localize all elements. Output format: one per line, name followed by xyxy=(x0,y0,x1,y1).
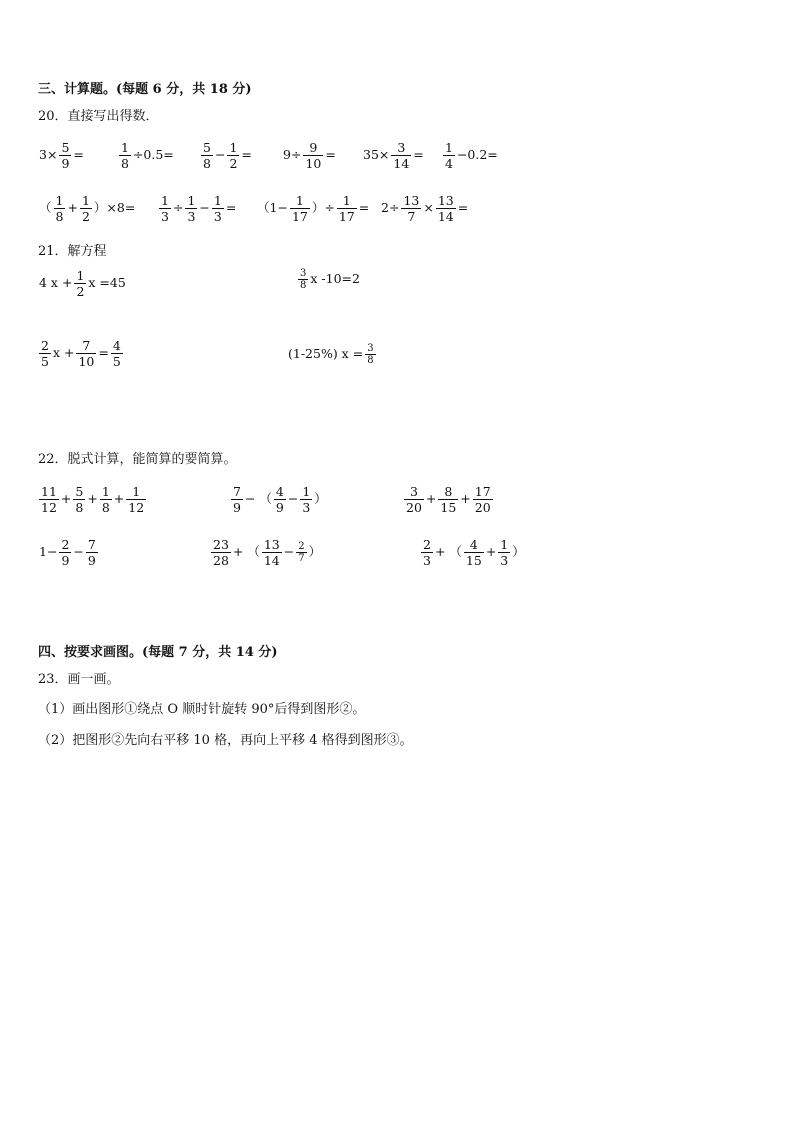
text: + xyxy=(485,544,497,560)
numerator: 1 xyxy=(342,193,351,208)
numerator: 1 xyxy=(445,140,453,155)
denominator: 10 xyxy=(305,156,322,171)
fraction xyxy=(86,537,98,568)
fraction xyxy=(443,140,455,171)
question-23: 23．画一画。 xyxy=(38,672,120,687)
numerator: 5 xyxy=(203,140,211,155)
numerator: 5 xyxy=(61,140,70,155)
text: = xyxy=(225,200,237,216)
text: x =45 xyxy=(88,275,126,291)
numerator: 1 xyxy=(161,193,169,208)
numerator: 4 xyxy=(112,338,121,353)
fraction xyxy=(274,484,286,515)
text: 35× xyxy=(363,147,390,163)
fraction xyxy=(438,484,458,515)
fraction xyxy=(227,140,239,171)
numerator: 23 xyxy=(213,537,229,552)
fraction xyxy=(76,338,96,369)
expr-b2 xyxy=(158,193,237,224)
numerator: 1 xyxy=(101,484,110,499)
denominator: 5 xyxy=(112,354,121,369)
fraction xyxy=(126,484,146,515)
numerator: 2 xyxy=(423,537,431,552)
numerator: 1 xyxy=(500,537,509,552)
numerator: 7 xyxy=(82,338,91,353)
denominator: 9 xyxy=(275,500,284,515)
denominator: 15 xyxy=(465,553,482,568)
fraction xyxy=(401,193,421,224)
denominator: 2 xyxy=(81,209,90,224)
text: ）÷ xyxy=(311,200,335,216)
fraction xyxy=(111,338,123,369)
denominator: 2 xyxy=(229,156,238,171)
denominator: 8 xyxy=(101,500,110,515)
numerator: 1 xyxy=(187,193,196,208)
numerator: 1 xyxy=(132,484,141,499)
text: = xyxy=(413,147,424,163)
text: （ xyxy=(39,200,52,216)
denominator: 3 xyxy=(161,209,169,224)
numerator: 2 xyxy=(298,541,305,552)
text: − xyxy=(283,544,295,560)
denominator: 2 xyxy=(76,284,85,299)
fraction xyxy=(231,484,243,515)
text: + xyxy=(87,491,98,507)
fraction xyxy=(59,537,71,568)
denominator: 12 xyxy=(41,500,57,515)
text: = xyxy=(241,147,252,163)
numerator: 1 xyxy=(229,140,238,155)
fraction xyxy=(296,541,306,564)
text: + xyxy=(425,491,437,507)
numerator: 13 xyxy=(437,193,454,208)
text: ÷ xyxy=(172,200,184,216)
fraction xyxy=(473,484,493,515)
text: x + xyxy=(52,345,75,361)
text: 4 x + xyxy=(39,275,73,291)
denominator: 9 xyxy=(233,500,241,515)
numerator: 13 xyxy=(403,193,420,208)
denominator: 14 xyxy=(437,209,454,224)
fraction xyxy=(39,484,59,515)
numerator: 2 xyxy=(41,338,49,353)
expr-b3 xyxy=(256,193,370,224)
denominator: 8 xyxy=(367,355,374,366)
denominator: 17 xyxy=(291,209,308,224)
expr-a2 xyxy=(118,140,175,171)
numerator: 3 xyxy=(397,140,406,155)
text: 3× xyxy=(39,147,58,163)
denominator: 7 xyxy=(298,553,305,564)
fraction xyxy=(159,193,171,224)
denominator: 8 xyxy=(300,280,307,291)
expr-a3 xyxy=(200,140,253,171)
denominator: 17 xyxy=(338,209,355,224)
text: + xyxy=(67,200,78,216)
text: = xyxy=(358,200,370,216)
fraction xyxy=(100,484,112,515)
fraction xyxy=(119,140,131,171)
denominator: 15 xyxy=(440,500,457,515)
fraction xyxy=(290,193,310,224)
denominator: 3 xyxy=(500,553,509,568)
question-23-part-2: （2）把图形②先向右平移 10 格，再向上平移 4 格得到图形③。 xyxy=(38,733,413,748)
denominator: 8 xyxy=(75,500,84,515)
numerator: 3 xyxy=(367,343,374,354)
denominator: 28 xyxy=(213,553,229,568)
fraction xyxy=(262,537,282,568)
denominator: 9 xyxy=(87,553,96,568)
equation-1 xyxy=(38,268,127,299)
text: = xyxy=(325,147,336,163)
numerator: 1 xyxy=(121,140,129,155)
calc-c2 xyxy=(230,484,328,515)
question-23-part-1: （1）画出图形①绕点 O 顺时针旋转 90°后得到图形②。 xyxy=(38,702,366,717)
text: = xyxy=(98,345,109,361)
text: ） xyxy=(308,544,322,560)
expr-a6 xyxy=(442,140,499,171)
equation-2 xyxy=(297,268,361,291)
fraction xyxy=(80,193,92,224)
fraction xyxy=(73,484,85,515)
fraction xyxy=(365,343,375,366)
equation-4 xyxy=(287,343,377,366)
text: ÷0.5= xyxy=(132,147,174,163)
text: ） xyxy=(512,544,525,560)
text: (1-25%) x = xyxy=(288,346,364,362)
denominator: 20 xyxy=(406,500,422,515)
expr-a1 xyxy=(38,140,85,171)
calc-d3 xyxy=(420,537,526,568)
text: + （ xyxy=(232,544,260,560)
text: 2÷ xyxy=(381,200,400,216)
denominator: 3 xyxy=(213,209,222,224)
denominator: 12 xyxy=(128,500,145,515)
fraction xyxy=(498,537,510,568)
fraction xyxy=(298,268,308,291)
denominator: 3 xyxy=(423,553,431,568)
numerator: 3 xyxy=(300,268,307,279)
text: （1− xyxy=(257,200,288,216)
text: − xyxy=(287,491,299,507)
section-4-title: 四、按要求画图。(每题 7 分，共 14 分) xyxy=(38,645,278,660)
text: + （ xyxy=(434,544,462,560)
numerator: 1 xyxy=(55,193,64,208)
denominator: 20 xyxy=(474,500,491,515)
numerator: 1 xyxy=(302,484,311,499)
numerator: 1 xyxy=(81,193,90,208)
fraction xyxy=(54,193,66,224)
denominator: 7 xyxy=(407,209,416,224)
fraction xyxy=(185,193,197,224)
expr-a4 xyxy=(282,140,337,171)
question-20: 20．直接写出得数． xyxy=(38,109,159,124)
fraction xyxy=(421,537,433,568)
expr-b1 xyxy=(38,193,136,224)
denominator: 3 xyxy=(302,500,311,515)
fraction xyxy=(300,484,312,515)
text: + xyxy=(113,491,125,507)
text: 9÷ xyxy=(283,147,302,163)
denominator: 10 xyxy=(78,354,95,369)
numerator: 5 xyxy=(75,484,84,499)
text: + xyxy=(460,491,471,507)
question-22: 22．脱式计算，能简算的要简算。 xyxy=(38,452,237,467)
numerator: 1 xyxy=(213,193,222,208)
text: − xyxy=(73,544,84,560)
text: − xyxy=(214,147,226,163)
text: ）×8= xyxy=(93,200,136,216)
numerator: 1 xyxy=(295,193,304,208)
expr-a5 xyxy=(362,140,425,171)
calc-d1 xyxy=(38,537,99,568)
numerator: 3 xyxy=(409,484,418,499)
fraction xyxy=(74,268,86,299)
fraction xyxy=(303,140,323,171)
text: + xyxy=(60,491,72,507)
denominator: 8 xyxy=(203,156,211,171)
text: = xyxy=(73,147,84,163)
numerator: 2 xyxy=(61,537,70,552)
expr-b4 xyxy=(380,193,469,224)
text: − xyxy=(199,200,210,216)
numerator: 1 xyxy=(76,268,85,283)
denominator: 8 xyxy=(121,156,129,171)
numerator: 9 xyxy=(309,140,318,155)
equation-3 xyxy=(38,338,124,369)
fraction xyxy=(211,537,231,568)
fraction xyxy=(404,484,424,515)
text: × xyxy=(423,200,434,216)
text: −0.2= xyxy=(456,147,498,163)
denominator: 9 xyxy=(61,156,70,171)
text: x -10=2 xyxy=(310,271,360,287)
denominator: 5 xyxy=(41,354,49,369)
numerator: 17 xyxy=(474,484,491,499)
calc-d2 xyxy=(210,537,322,568)
denominator: 4 xyxy=(445,156,453,171)
text: = xyxy=(457,200,469,216)
numerator: 7 xyxy=(233,484,241,499)
calc-c1 xyxy=(38,484,147,515)
denominator: 8 xyxy=(55,209,64,224)
numerator: 8 xyxy=(444,484,453,499)
denominator: 3 xyxy=(187,209,196,224)
fraction xyxy=(39,338,51,369)
calc-c3 xyxy=(403,484,494,515)
denominator: 14 xyxy=(393,156,410,171)
text: 1− xyxy=(39,544,58,560)
denominator: 9 xyxy=(61,553,70,568)
numerator: 4 xyxy=(275,484,284,499)
section-3-title: 三、计算题。(每题 6 分，共 18 分) xyxy=(38,82,252,97)
text: ） xyxy=(314,491,327,507)
numerator: 13 xyxy=(263,537,280,552)
fraction xyxy=(391,140,411,171)
fraction xyxy=(464,537,484,568)
question-21: 21．解方程 xyxy=(38,244,107,259)
fraction xyxy=(59,140,71,171)
numerator: 4 xyxy=(469,537,478,552)
fraction xyxy=(337,193,357,224)
denominator: 14 xyxy=(263,553,280,568)
fraction xyxy=(201,140,213,171)
fraction xyxy=(436,193,456,224)
fraction xyxy=(212,193,224,224)
numerator: 7 xyxy=(87,537,96,552)
numerator: 11 xyxy=(41,484,57,499)
text: − （ xyxy=(244,491,272,507)
